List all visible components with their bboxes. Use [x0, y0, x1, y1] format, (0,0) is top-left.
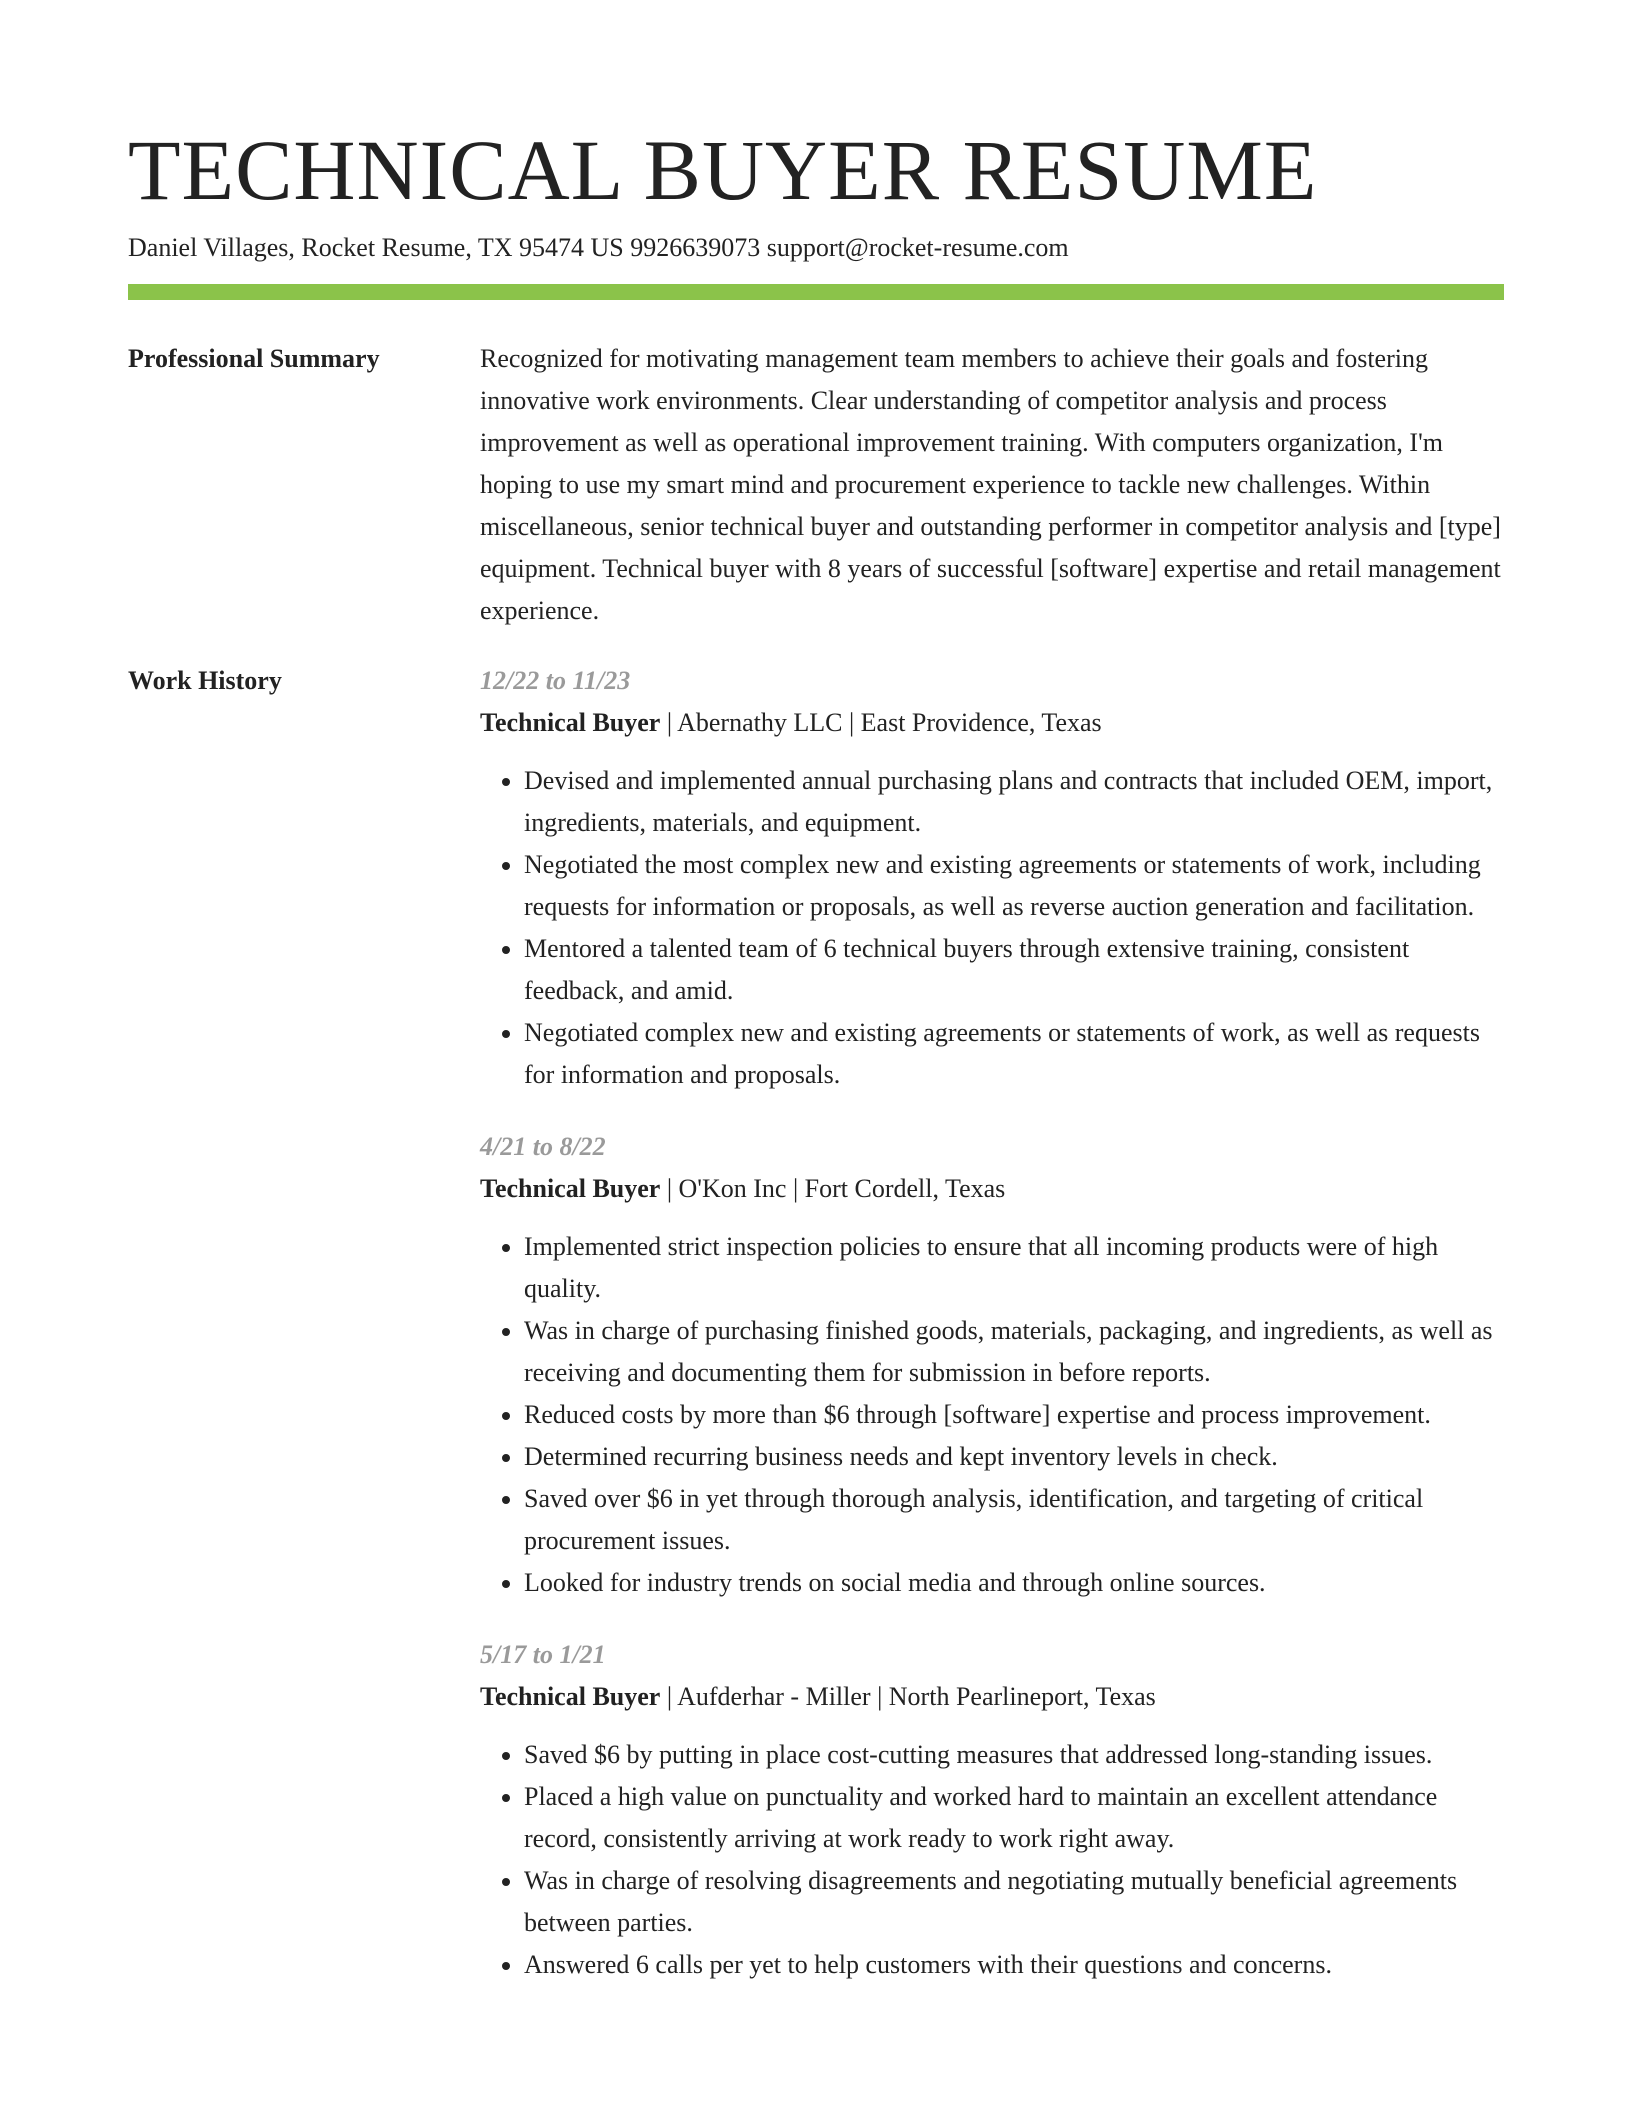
job-bullet: • Was in charge of purchasing finished goods, materials, packaging, and ingredients, as well as receiving and documenting them for submission in before reports.: [524, 1310, 1504, 1394]
section-label-summary: Professional Summary: [128, 344, 380, 373]
job-bullet: • Determined recurring business needs and kept inventory levels in check.: [524, 1436, 1504, 1478]
job-bullet-list: [480, 1734, 1504, 1986]
job-heading: [480, 1168, 1504, 1210]
job-dates: 4/21 to 8/22: [480, 1132, 606, 1161]
job-dates: 12/22 to 11/23: [480, 666, 631, 695]
work-history-body: [480, 660, 1504, 2016]
professional-summary-section: [128, 338, 1504, 632]
job-bullet: • Was in charge of resolving disagreements and negotiating mutually beneficial agreements between parties.: [524, 1860, 1504, 1944]
section-label-work-history: Work History: [128, 666, 282, 695]
job-bullet: • Negotiated complex new and existing agreements or statements of work, as well as requests for information and proposals.: [524, 1012, 1504, 1096]
job-bullet: • Answered 6 calls per yet to help customers with their questions and concerns.: [524, 1944, 1504, 1986]
job-company-location: | Abernathy LLC | East Providence, Texas: [660, 708, 1102, 737]
job-title: Technical Buyer: [480, 1682, 661, 1711]
job-entry: [480, 1126, 1504, 1604]
contact-line: Daniel Villages, Rocket Resume, TX 95474 US 9926639073 support@rocket-resume.com: [128, 233, 1069, 262]
accent-divider: [128, 284, 1504, 300]
resume-title: TECHNICAL BUYER RESUME: [128, 122, 1318, 218]
job-bullet-list: [480, 1226, 1504, 1604]
job-entry: [480, 660, 1504, 1096]
job-heading: [480, 1676, 1504, 1718]
job-bullet: • Looked for industry trends on social media and through online sources.: [524, 1562, 1504, 1604]
resume-page: [128, 0, 1504, 2016]
job-dates: 5/17 to 1/21: [480, 1640, 606, 1669]
job-company-location: | Aufderhar - Miller | North Pearlineport, Texas: [660, 1682, 1156, 1711]
job-bullet: • Negotiated the most complex new and existing agreements or statements of work, including requests for information or proposals, as well as reverse auction generation and facilitation.: [524, 844, 1504, 928]
job-bullet: • Placed a high value on punctuality and worked hard to maintain an excellent attendance record, consistently arriving at work ready to work right away.: [524, 1776, 1504, 1860]
job-title: Technical Buyer: [480, 708, 661, 737]
work-history-section: [128, 660, 1504, 2016]
job-bullet-list: [480, 760, 1504, 1096]
job-bullet: • Mentored a talented team of 6 technical buyers through extensive training, consistent feedback, and amid.: [524, 928, 1504, 1012]
summary-text: Recognized for motivating management team members to achieve their goals and fostering innovative work environments. Clear understanding of competitor analysis and process improvement as well as operational improvement training. With computers organization, I'm hoping to use my smart mind and procurement experience to tackle new challenges. Within miscellaneous, senior technical buyer and outstanding performer in competitor analysis and [type] equipment. Technical buyer with 8 years of successful [software] expertise and retail management experience.: [480, 344, 1501, 625]
job-title: Technical Buyer: [480, 1174, 661, 1203]
job-heading: [480, 702, 1504, 744]
job-bullet: • Saved over $6 in yet through thorough analysis, identification, and targeting of critical procurement issues.: [524, 1478, 1504, 1562]
job-bullet: • Devised and implemented annual purchasing plans and contracts that included OEM, import, ingredients, materials, and equipment.: [524, 760, 1504, 844]
job-bullet: • Implemented strict inspection policies to ensure that all incoming products were of high quality.: [524, 1226, 1504, 1310]
job-company-location: | O'Kon Inc | Fort Cordell, Texas: [660, 1174, 1006, 1203]
job-entry: [480, 1634, 1504, 1986]
job-bullet: • Reduced costs by more than $6 through [software] expertise and process improvement.: [524, 1394, 1504, 1436]
job-bullet: • Saved $6 by putting in place cost-cutting measures that addressed long-standing issues.: [524, 1734, 1504, 1776]
